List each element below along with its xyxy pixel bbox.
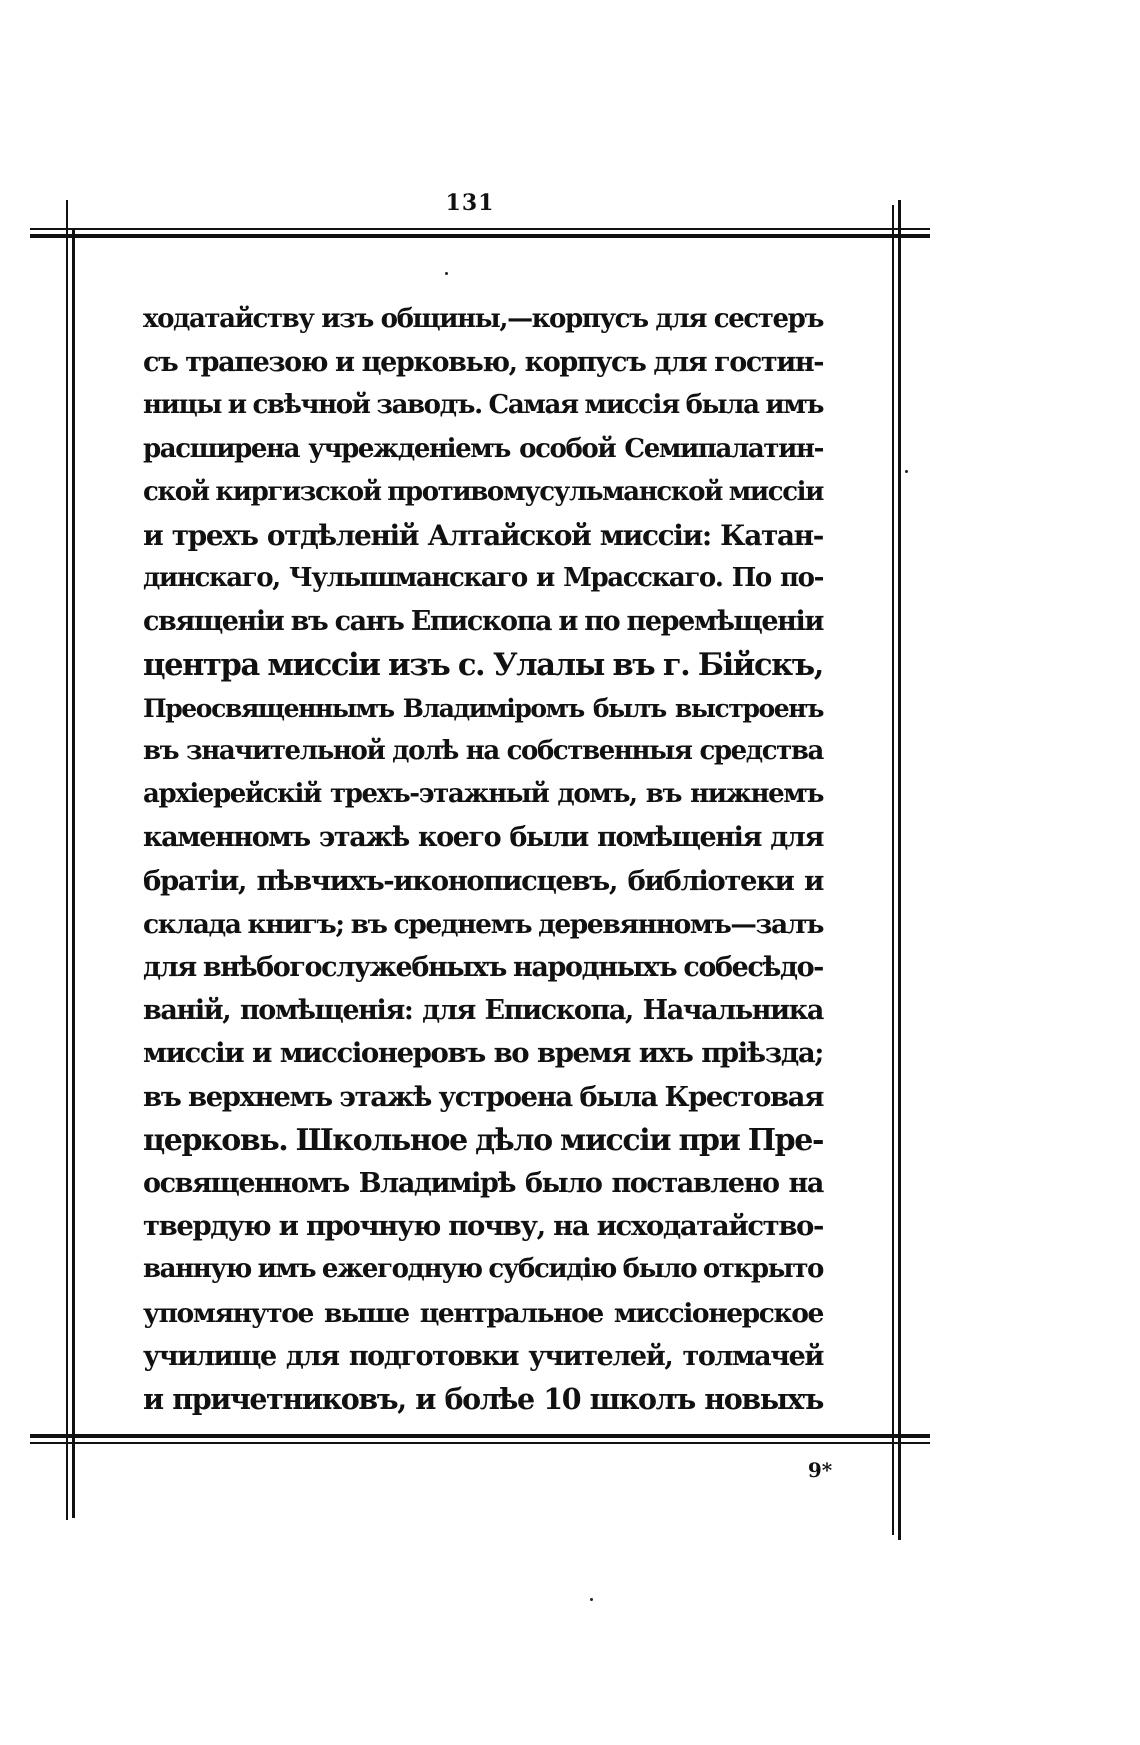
text-line: каменномъ этажѣ коего были помѣщенія для — [143, 822, 823, 854]
text-line: ской киргизской противомусульманской миссіи — [143, 476, 823, 507]
bottom-rule-thick — [30, 1434, 930, 1438]
text-line: Преосвященнымъ Владиміромъ былъ выстроенъ — [143, 693, 823, 723]
text-line: и причетниковъ, и болѣе 10 школъ новыхъ — [143, 1382, 823, 1417]
text-line: ходатайству изъ общины,—корпусъ для сестеръ — [143, 304, 823, 334]
text-line: склада книгъ; въ среднемъ деревянномъ—залъ — [143, 908, 823, 940]
text-line: священіи въ санъ Епископа и по перемѣщеніи — [143, 606, 823, 638]
text-line: ваній, помѣщенія: для Епископа, Начальника — [143, 995, 823, 1027]
text-line: освященномъ Владимірѣ было поставлено на — [143, 1168, 823, 1200]
text-line: расширена учрежденіемъ особой Семипалатин- — [143, 433, 823, 464]
text-line: училище для подготовки учителей, толмачей — [143, 1340, 823, 1372]
signature-mark: 9* — [807, 1458, 833, 1482]
text-line: съ трапезою и церковью, корпусъ для гостин- — [143, 347, 823, 379]
text-line: архіерейскій трехъ-этажный домъ, въ нижнемъ — [143, 779, 823, 810]
left-border-inner — [72, 228, 75, 1518]
body-text — [143, 298, 823, 1421]
text-line: въ значительной долѣ на собственныя средства — [143, 736, 823, 767]
right-border-outer — [898, 200, 901, 1540]
text-line: и трехъ отдѣленій Алтайской миссіи: Катан- — [143, 519, 823, 553]
top-rule-thin — [30, 228, 930, 230]
scan-speck — [905, 470, 908, 473]
text-line: динскаго, Чулышманскаго и Мрасскаго. По по- — [143, 563, 823, 594]
text-line: упомянутое выше центральное миссіонерское — [143, 1297, 823, 1329]
text-line: для внѣбогослужебныхъ народныхъ собесѣдо- — [143, 952, 823, 984]
top-rule-thick — [30, 234, 930, 238]
right-border-inner — [892, 205, 894, 1535]
page-number: 131 — [445, 190, 495, 216]
text-line: въ верхнемъ этажѣ устроена была Крестовая — [143, 1080, 823, 1113]
left-border-outer — [66, 200, 68, 1520]
text-line: твердую и прочную почву, на исходатайство- — [143, 1210, 823, 1243]
text-line: ванную имъ ежегодную субсидію было открыто — [143, 1254, 823, 1285]
text-line: братіи, пѣвчихъ-иконописцевъ, библіотеки и — [143, 864, 823, 897]
scan-speck — [590, 1598, 593, 1601]
text-line: миссіи и миссіонеровъ во время ихъ пріѣзда; — [143, 1037, 823, 1070]
bottom-rule-thin — [30, 1442, 930, 1444]
scan-speck — [445, 272, 448, 275]
text-line: центра миссіи изъ с. Улалы въ г. Бійскъ, — [143, 646, 823, 683]
text-line: церковь. Школьное дѣло миссіи при Пре- — [143, 1122, 823, 1158]
text-line: ницы и свѣчной заводъ. Самая миссія была имъ — [143, 390, 823, 421]
